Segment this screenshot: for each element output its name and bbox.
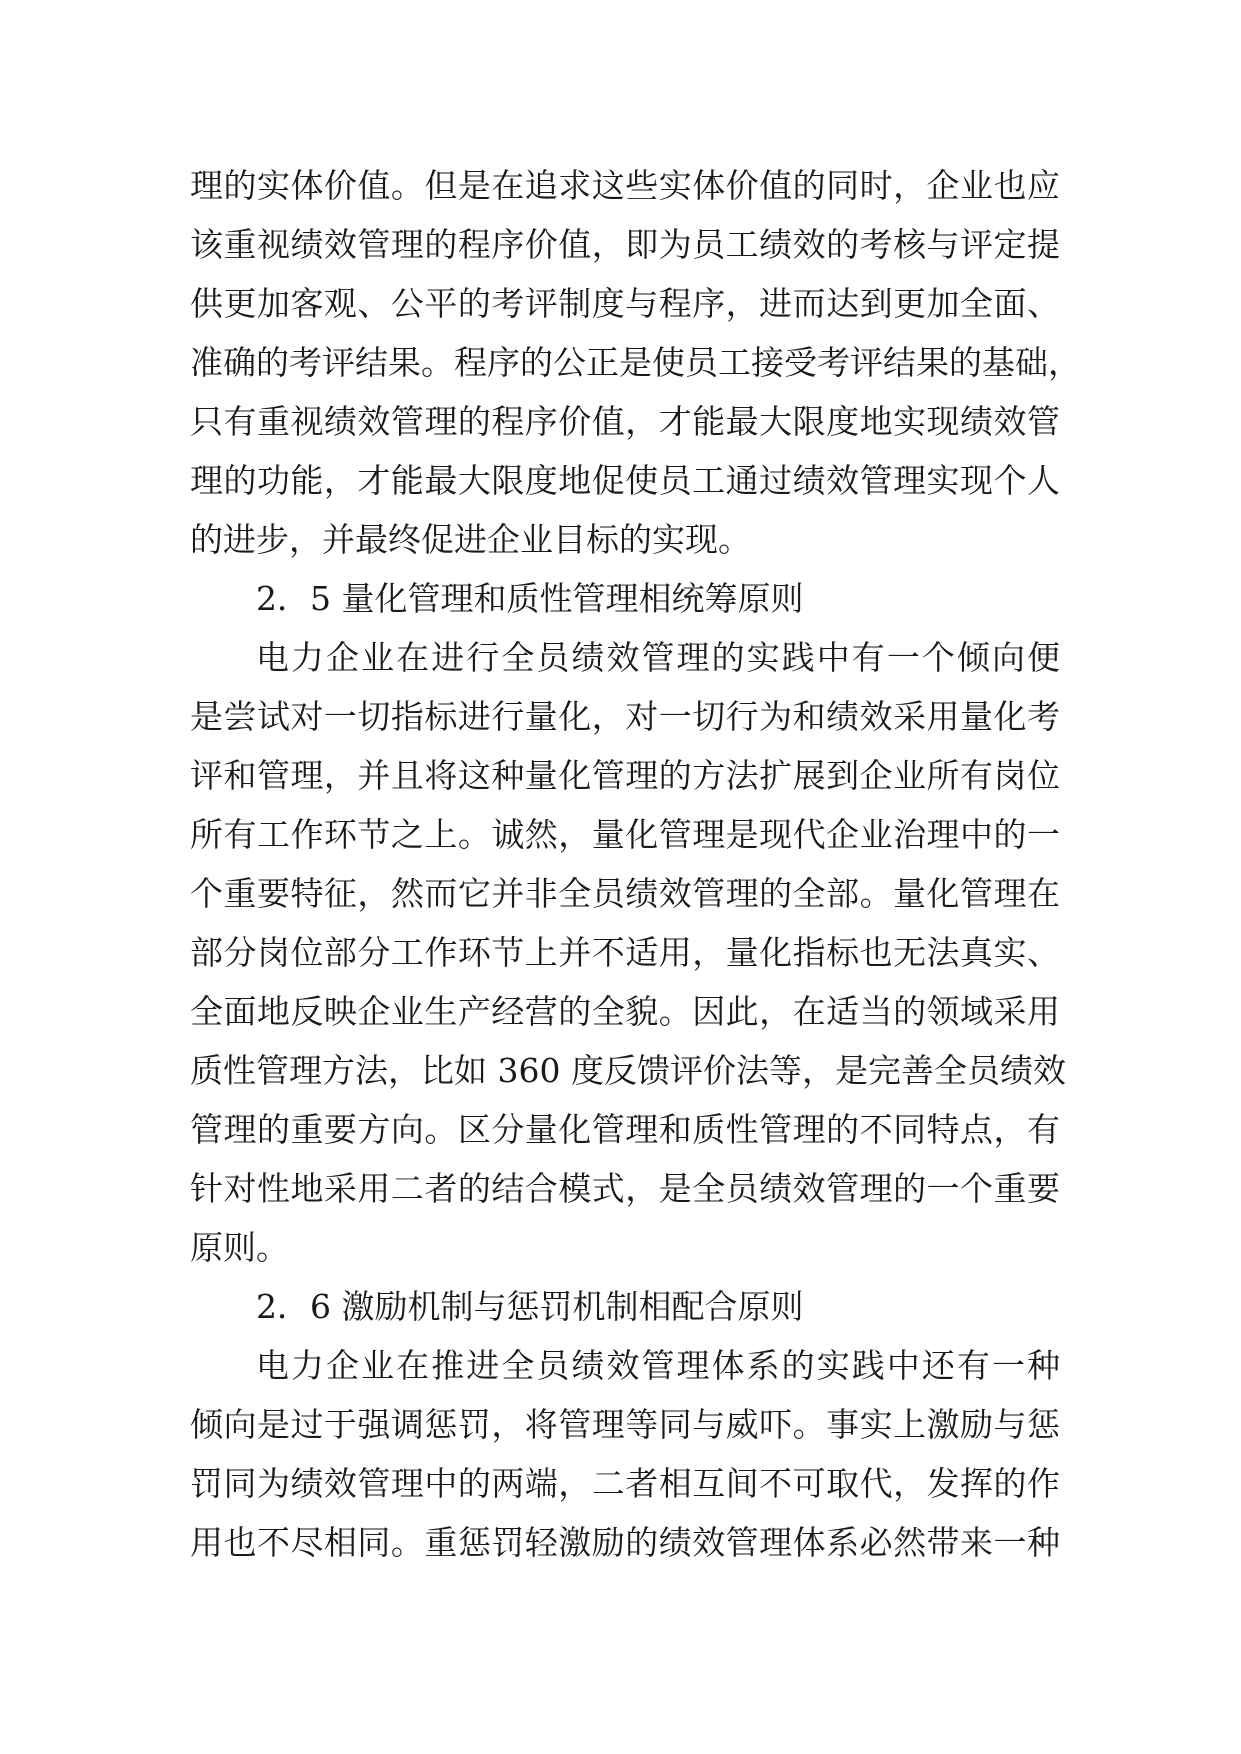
text-line: 全面地反映企业生产经营的全貌。因此，在适当的领域采用 xyxy=(190,992,1060,1031)
text-line: 理的实体价值。但是在追求这些实体价值的同时，企业也应 xyxy=(190,166,1060,205)
paragraph-first-line: 电力企业在进行全员绩效管理的实践中有一个倾向便 xyxy=(256,638,1060,677)
section-heading: 2．6 激励机制与惩罚机制相配合原则 xyxy=(256,1287,804,1326)
text-line: 评和管理，并且将这种量化管理的方法扩展到企业所有岗位 xyxy=(190,756,1060,795)
text-line: 用也不尽相同。重惩罚轻激励的绩效管理体系必然带来一种 xyxy=(190,1523,1060,1562)
text-line: 准确的考评结果。程序的公正是使员工接受考评结果的基础， xyxy=(190,343,1081,382)
text-line: 个重要特征，然而它并非全员绩效管理的全部。量化管理在 xyxy=(190,874,1060,913)
text-line: 该重视绩效管理的程序价值，即为员工绩效的考核与评定提 xyxy=(190,225,1060,264)
text-line: 部分岗位部分工作环节上并不适用，量化指标也无法真实、 xyxy=(190,933,1060,972)
text-line: 针对性地采用二者的结合模式，是全员绩效管理的一个重要 xyxy=(190,1169,1060,1208)
text-line: 供更加客观、公平的考评制度与程序，进而达到更加全面、 xyxy=(190,284,1060,323)
section-heading: 2．5 量化管理和质性管理相统筹原则 xyxy=(256,579,804,618)
paragraph-first-line: 电力企业在推进全员绩效管理体系的实践中还有一种 xyxy=(256,1346,1060,1385)
text-line: 的进步，并最终促进企业目标的实现。 xyxy=(190,520,751,559)
text-line: 是尝试对一切指标进行量化，对一切行为和绩效采用量化考 xyxy=(190,697,1060,736)
text-line: 理的功能，才能最大限度地促使员工通过绩效管理实现个人 xyxy=(190,461,1060,500)
text-line: 只有重视绩效管理的程序价值，才能最大限度地实现绩效管 xyxy=(190,402,1060,441)
text-line: 质性管理方法，比如 360 度反馈评价法等，是完善全员绩效 xyxy=(190,1051,1066,1090)
text-line: 所有工作环节之上。诚然，量化管理是现代企业治理中的一 xyxy=(190,815,1060,854)
text-line: 原则。 xyxy=(190,1228,289,1267)
body-text xyxy=(190,156,1090,1572)
text-line: 管理的重要方向。区分量化管理和质性管理的不同特点，有 xyxy=(190,1110,1060,1149)
text-line: 罚同为绩效管理中的两端，二者相互间不可取代，发挥的作 xyxy=(190,1464,1060,1503)
text-line: 倾向是过于强调惩罚，将管理等同与威吓。事实上激励与惩 xyxy=(190,1405,1060,1444)
